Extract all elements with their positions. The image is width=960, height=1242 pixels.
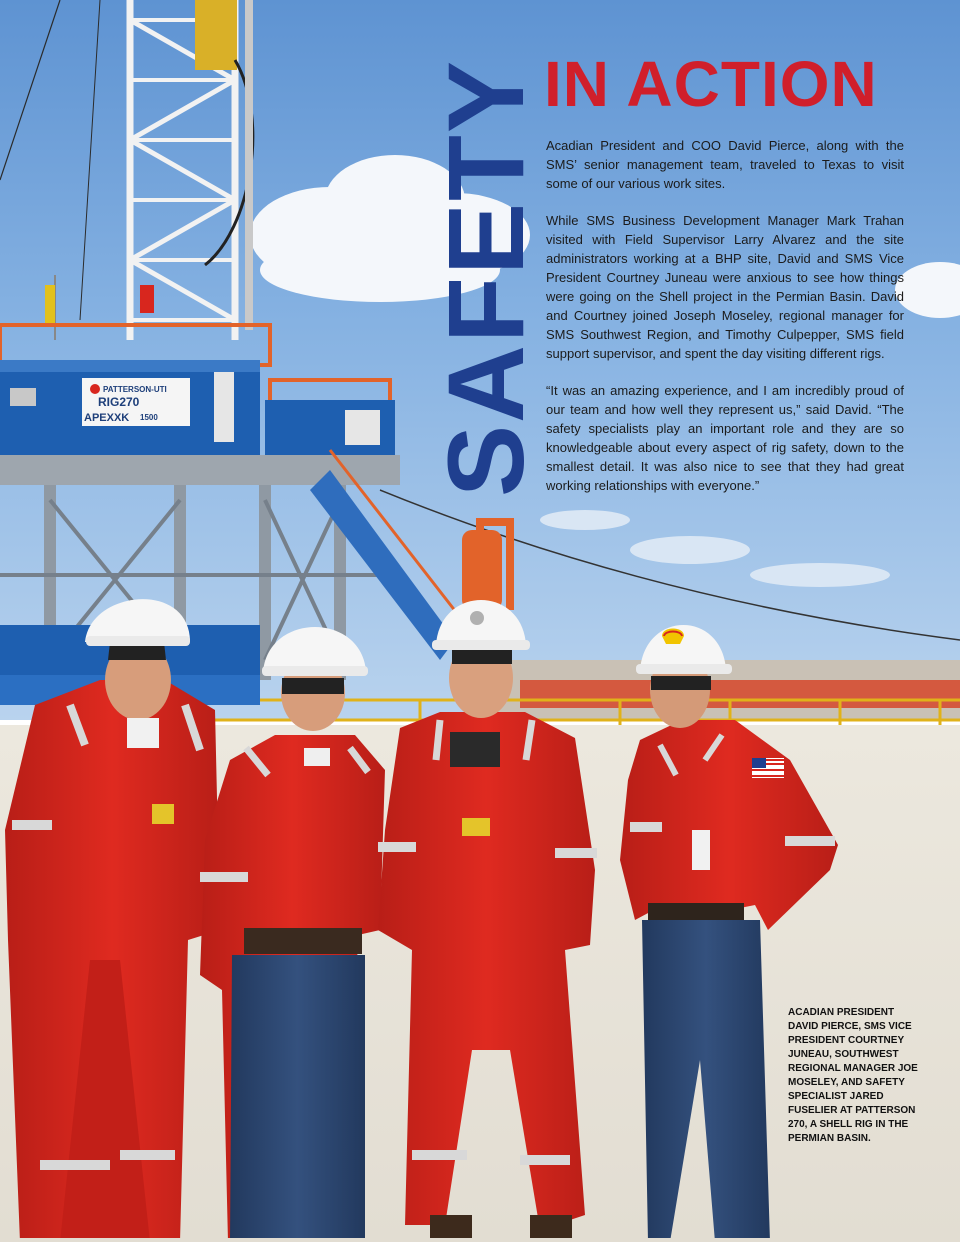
in-action-heading: IN ACTION [544, 48, 878, 120]
rig-sign-model: APEXXK [84, 412, 130, 424]
article-paragraph-2: While SMS Business Development Manager Mark Trahan visited with Field Supervisor Larry Alvarez and the site administrators working at a BHP site, David and SMS Vice President Courtney Juneau were anxious to see how things were going on the Shell project in the Permian Basin. David and Courtney joined Joseph Moseley, regional manager for SMS Southwest Region, and Timothy Culpepper, SMS field support supervisor, and spent the day visiting different rigs. [546, 213, 904, 361]
photo-caption: ACADIAN PRESIDENT DAVID PIERCE, SMS VICE PRESIDENT COURTNEY JUNEAU, SOUTHWEST REGIONAL MANAGER JOE MOSELEY, AND SAFETY SPECIALIST JARED FUSELIER AT PATTERSON 270, A SHELL RIG IN THE PERMIAN BASIN. [788, 1007, 918, 1144]
rig-sign-number: RIG270 [98, 395, 140, 409]
rig-sign-company: PATTERSON-UTI [103, 385, 167, 394]
article-body [546, 136, 904, 513]
article-paragraph-1: Acadian President and COO David Pierce, along with the SMS’ senior management team, traveled to Texas to visit some of our various work sites. [546, 138, 904, 191]
rig-sign-model-number: 1500 [140, 413, 158, 422]
safety-vertical-heading: SAFETY [425, 58, 546, 498]
article-paragraph-3: “It was an amazing experience, and I am incredibly proud of our team and how well they represent us,” said David. “The safety specialists play an important role and they are so knowledgeable about every aspect of rig safety, down to the smallest detail. It was also nice to see that they had great working relationships with everyone.” [546, 383, 904, 493]
